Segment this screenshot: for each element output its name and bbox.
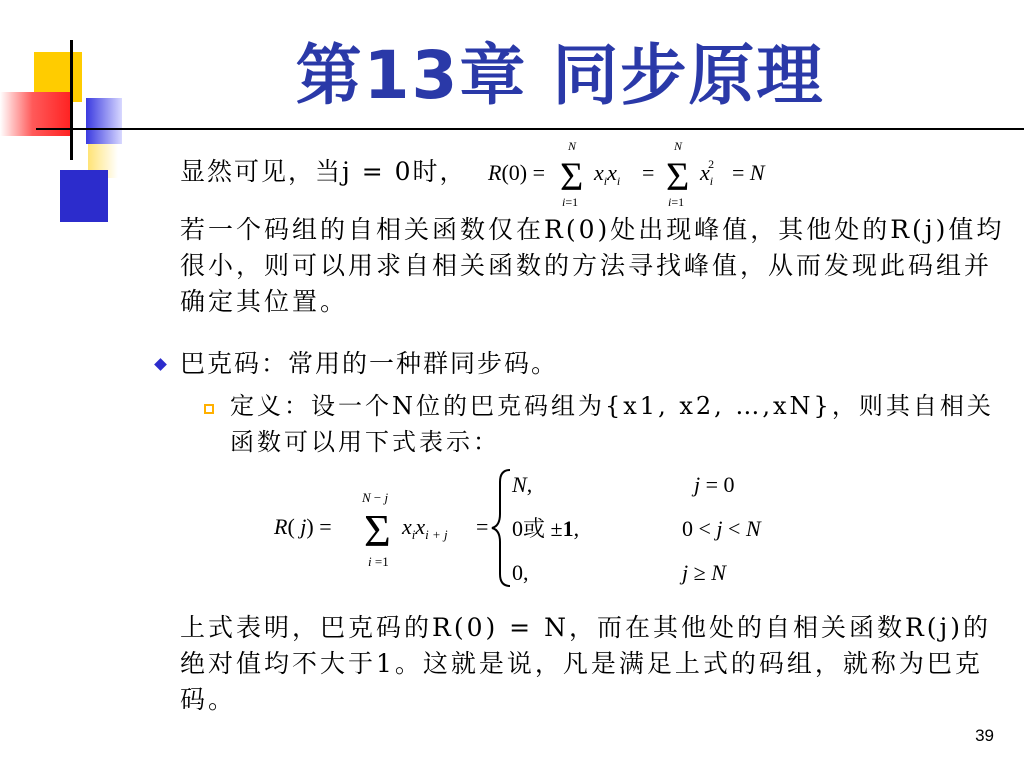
bullet-square-icon xyxy=(204,404,214,414)
svg-text:j ≥ N: j ≥ N xyxy=(682,560,726,585)
decor-blue-fade xyxy=(86,98,122,144)
svg-text:R( j) =: R( j) = xyxy=(274,514,332,539)
formula-autocorrelation-zero xyxy=(482,136,812,210)
svg-text:N: N xyxy=(674,139,683,153)
formula-barker-autocorrelation xyxy=(270,462,790,592)
paragraph-barker-conclusion: 上式表明，巴克码的R(0) = N，而在其他处的自相关函数R(j)的绝对值均不大于1。这就是说，凡是满足上式的码组，就称为巴克码。 xyxy=(180,613,992,714)
bullet-definition: 定义：设一个N位的巴克码组为{x1, x2, …,xN}，则其自相关函数可以用下式表示： xyxy=(230,392,994,456)
svg-text:Σ: Σ xyxy=(560,154,584,199)
paragraph-autocorrelation-peak: 若一个码组的自相关函数仅在R(0)处出现峰值，其他处的R(j)值均很小，则可以用求自相关函数的方法寻找峰值，从而发现此码组并确定其位置。 xyxy=(180,215,1005,316)
svg-text:N,: N, xyxy=(512,472,533,497)
bullet-diamond-icon xyxy=(154,358,167,371)
line1-lead: 显然可见，当j = 0时， xyxy=(180,157,467,186)
svg-text:= N: = N xyxy=(732,160,765,185)
svg-text:0,: 0, xyxy=(512,560,529,585)
svg-text:Σ: Σ xyxy=(364,505,391,556)
svg-text:N − j: N − j xyxy=(362,490,389,505)
svg-text:i =1: i =1 xyxy=(368,554,389,569)
svg-text:N: N xyxy=(568,139,577,153)
svg-text:j = 0: j = 0 xyxy=(694,472,735,497)
page-number: 39 xyxy=(975,726,994,745)
svg-text:i=1: i=1 xyxy=(668,195,685,209)
svg-text:xixi + j: $x_ix_{i + j}$ xyxy=(402,514,448,542)
svg-text:R(0) =: R(0) = xyxy=(488,160,546,185)
svg-text:xi2: $x_i2$ xyxy=(700,157,715,188)
bullet-barker-code: 巴克码：常用的一种群同步码。 xyxy=(180,349,559,378)
svg-text:=: = xyxy=(476,514,489,539)
svg-text:0或 ±1,: 0或 ±1, xyxy=(512,516,580,541)
decor-vertical-line xyxy=(70,40,73,160)
svg-text:xixi: $x_ix_i$ xyxy=(594,160,621,188)
decor-blue-square xyxy=(60,170,108,222)
svg-text:0 < j < N: 0 < j < N xyxy=(682,516,761,541)
svg-text:=: = xyxy=(642,160,655,185)
svg-text:Σ: Σ xyxy=(666,154,690,199)
slide-title: 第13章 同步原理 xyxy=(295,37,825,114)
svg-text:i=1: i=1 xyxy=(562,195,579,209)
title-underline xyxy=(36,128,1024,130)
